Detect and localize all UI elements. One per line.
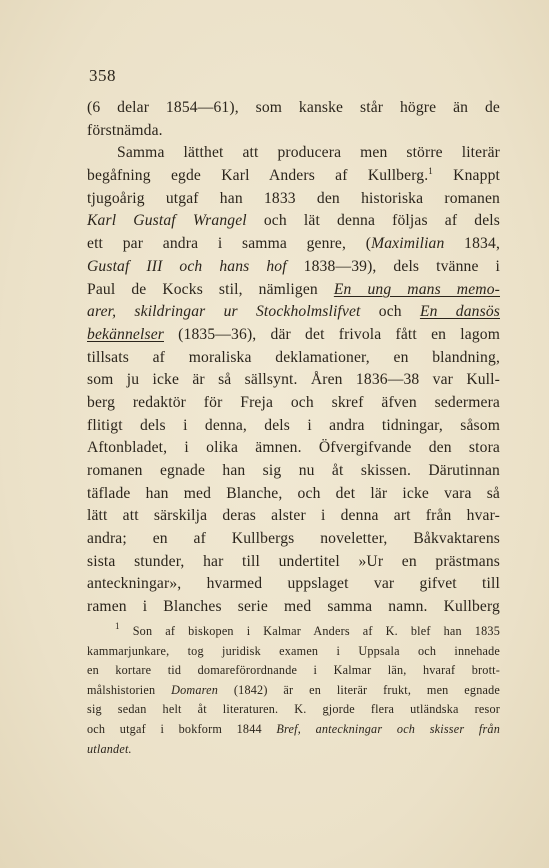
text-run: som ju icke är så sällsynt. Åren 1836—38 var Kull-: [87, 371, 500, 389]
text-run: en kortare tid domareförordnande i Kalmar län, hvaraf brott-: [87, 663, 500, 678]
footnote-line: [87, 740, 500, 760]
text-run: berg redaktör för Freja och skref äfven sedermera: [87, 393, 500, 411]
text-run: förstnämda.: [87, 121, 163, 139]
text-run: ett par andra i samma genre, (: [87, 235, 372, 253]
text-run: Aftonbladet, i olika ämnen. Öfvergifvande den stora: [87, 439, 500, 457]
footnote-line: [87, 720, 500, 740]
text-run: täflade han med Blanche, och det lär icke vara så: [87, 484, 500, 502]
body-line: [87, 165, 500, 188]
text-run: (1842) är en literär frukt, men egnade: [218, 682, 500, 697]
body-line: [87, 369, 500, 392]
body-line: [87, 505, 500, 528]
footnotes: [87, 622, 500, 759]
italic-text: arer, skildringar ur Stockholmslifvet: [87, 303, 361, 321]
text-run: målshistorien: [87, 682, 172, 697]
italic-text: Karl Gustaf Wrangel: [87, 212, 247, 230]
body-line: [87, 437, 500, 460]
footnote-line: [87, 681, 500, 701]
text-run: sig sedan helt åt literaturen. K. gjorde flera utländska resor: [87, 702, 500, 717]
footnote-marker: 1: [428, 166, 433, 177]
body-line: [87, 279, 500, 302]
text-run: (1835—36), där det frivola fått en lagom: [164, 325, 500, 343]
text-run: Paul de Kocks stil, nämligen: [87, 280, 334, 298]
text-run: Samma lätthet att producera men större literär: [117, 144, 500, 162]
italic-text: Bref, anteckningar och skisser från: [276, 721, 500, 736]
body-line: [87, 210, 500, 233]
italic-text: En dansös: [419, 303, 500, 321]
text-run: 1838—39), dels tvänne i: [286, 257, 500, 275]
italic-text: Domaren: [171, 682, 219, 697]
italic-text: En ung mans memo-: [333, 280, 500, 298]
text-run: anteckningar», hvarmed uppslaget var gifvet till: [87, 575, 500, 593]
text-run: lätt att särskilja deras alster i denna art från hvar-: [87, 507, 500, 525]
text-run: 1834,: [444, 235, 500, 253]
text-run: andra; en af Kullbergs noveletter, Båkvaktarens: [87, 530, 500, 548]
text-run: flitigt dels i denna, dels i andra tidningar, såsom: [87, 416, 500, 434]
text-run: (6 delar 1854—61), som kanske står högre än de: [87, 99, 500, 116]
footnote-marker: 1: [115, 621, 120, 631]
body-line: [87, 392, 500, 415]
text-run: begåfning egde Karl Anders af Kullberg.: [87, 167, 429, 185]
body-line: [87, 596, 500, 619]
body-line: [87, 415, 500, 438]
text-run: kammarjunkare, tog juridisk examen i Uppsala och innehade: [87, 643, 500, 658]
body-line: [87, 188, 500, 211]
italic-text: bekännelser: [87, 325, 164, 343]
text-run: och utgaf i bokform 1844: [87, 721, 277, 736]
body-line: [87, 483, 500, 506]
footnote-line: [87, 661, 500, 681]
footnote-line: [87, 622, 500, 642]
text-run: ramen i Blanches serie med samma namn. Kullberg: [87, 598, 500, 616]
footnote-line: [87, 700, 500, 720]
body-line: [87, 460, 500, 483]
body-line: [87, 324, 500, 347]
text-run: sista stunder, har till undertitel »Ur en prästmans: [87, 552, 500, 570]
body-line: [87, 97, 500, 120]
footnote-line: [87, 642, 500, 662]
body-line: [87, 347, 500, 370]
body-line: [87, 573, 500, 596]
italic-text: Maximilian: [371, 235, 445, 253]
italic-text: Gustaf III och hans hof: [87, 257, 287, 275]
text-run: Son af biskopen i Kalmar Anders af K. blef han 1835: [119, 624, 500, 638]
body-text: [87, 97, 500, 619]
page-number: 358: [89, 66, 116, 85]
text-run: tillsats af moraliska deklamationer, en blandning,: [87, 348, 500, 366]
body-line: [87, 142, 500, 165]
body-line: [87, 256, 500, 279]
body-line: [87, 120, 500, 143]
body-line: [87, 528, 500, 551]
body-line: [87, 551, 500, 574]
italic-text: utlandet.: [87, 741, 132, 756]
text-run: tjugoårig utgaf han 1833 den historiska romanen: [87, 189, 500, 207]
text-run: och lät denna följas af dels: [246, 212, 500, 230]
body-line: [87, 233, 500, 256]
text-run: Knappt: [432, 167, 500, 185]
body-line: [87, 301, 500, 324]
text-run: och: [360, 303, 420, 321]
text-run: romanen egnade han sig nu åt skissen. Därutinnan: [87, 462, 500, 479]
